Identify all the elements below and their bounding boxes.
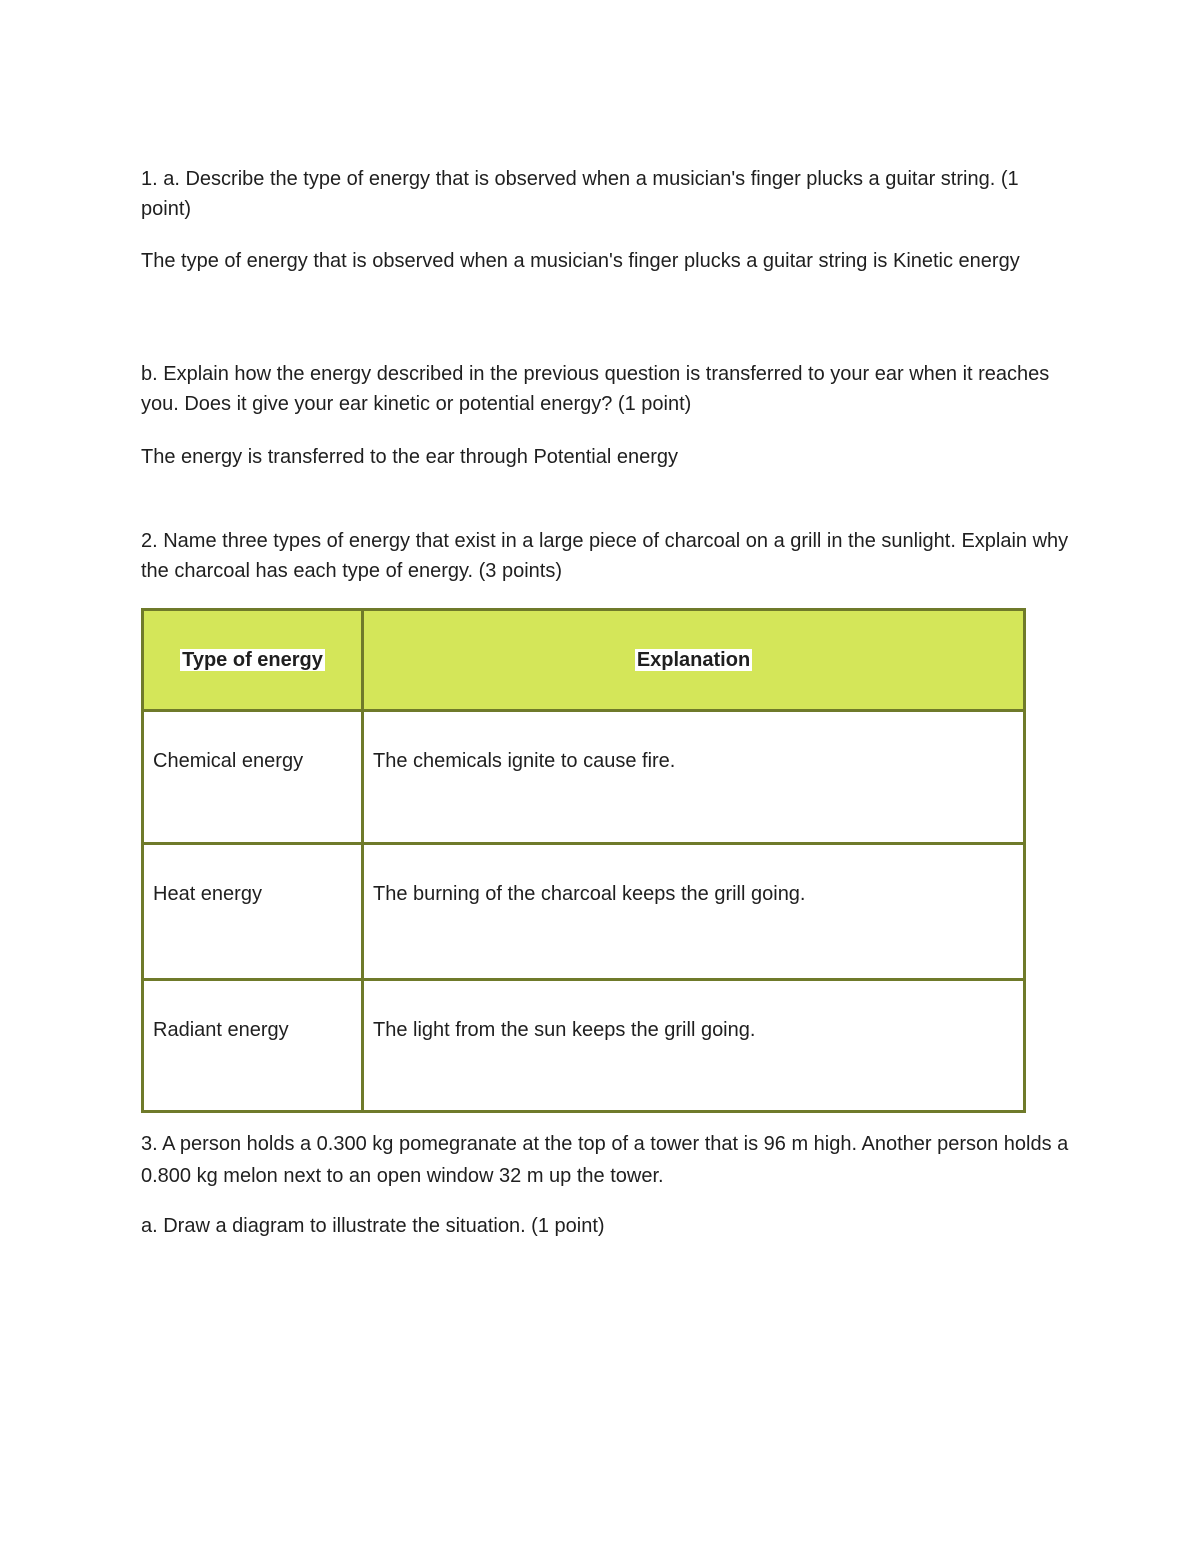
table-row	[143, 844, 1025, 980]
energy-type-heat: Heat energy	[153, 883, 262, 905]
answer-1a: The type of energy that is observed when a musician's finger plucks a guitar string is Kinetic energy	[141, 250, 1020, 272]
explanation-chemical: The chemicals ignite to cause fire.	[373, 750, 676, 772]
header-cell-explanation	[363, 610, 1025, 711]
question-1b: b. Explain how the energy described in the previous question is transferred to your ear when it reaches you. Does it give your ear kinetic or potential energy? (1 point)	[141, 363, 1050, 415]
table-cell-type	[143, 711, 363, 844]
header-type-of-energy: Type of energy	[182, 649, 323, 671]
table-header-row	[143, 610, 1025, 711]
table-cell-type	[143, 844, 363, 980]
explanation-radiant: The light from the sun keeps the grill going.	[373, 1019, 756, 1041]
question-3a: a. Draw a diagram to illustrate the situation. (1 point)	[141, 1215, 605, 1237]
answer-1b: The energy is transferred to the ear through Potential energy	[141, 446, 678, 468]
energy-type-chemical: Chemical energy	[153, 750, 304, 772]
energy-type-radiant: Radiant energy	[153, 1019, 289, 1041]
header-explanation: Explanation	[636, 649, 751, 671]
table-cell-type	[143, 980, 363, 1112]
question-1a: 1. a. Describe the type of energy that is observed when a musician's finger plucks a guitar string. (1 point)	[141, 168, 1019, 220]
explanation-heat: The burning of the charcoal keeps the grill going.	[373, 883, 806, 905]
table-cell-explanation	[363, 844, 1025, 980]
energy-table	[141, 608, 1026, 1113]
table-row	[143, 711, 1025, 844]
table-row	[143, 980, 1025, 1112]
question-3: 3. A person holds a 0.300 kg pomegranate at the top of a tower that is 96 m high. Another person holds a 0.800 kg melon next to an open window 32 m up the tower.	[141, 1133, 1069, 1187]
question-2: 2. Name three types of energy that exist in a large piece of charcoal on a grill in the sunlight. Explain why the charcoal has each type of energy. (3 points)	[141, 530, 1069, 582]
table-cell-explanation	[363, 711, 1025, 844]
table-cell-explanation	[363, 980, 1025, 1112]
header-cell-type	[143, 610, 363, 711]
